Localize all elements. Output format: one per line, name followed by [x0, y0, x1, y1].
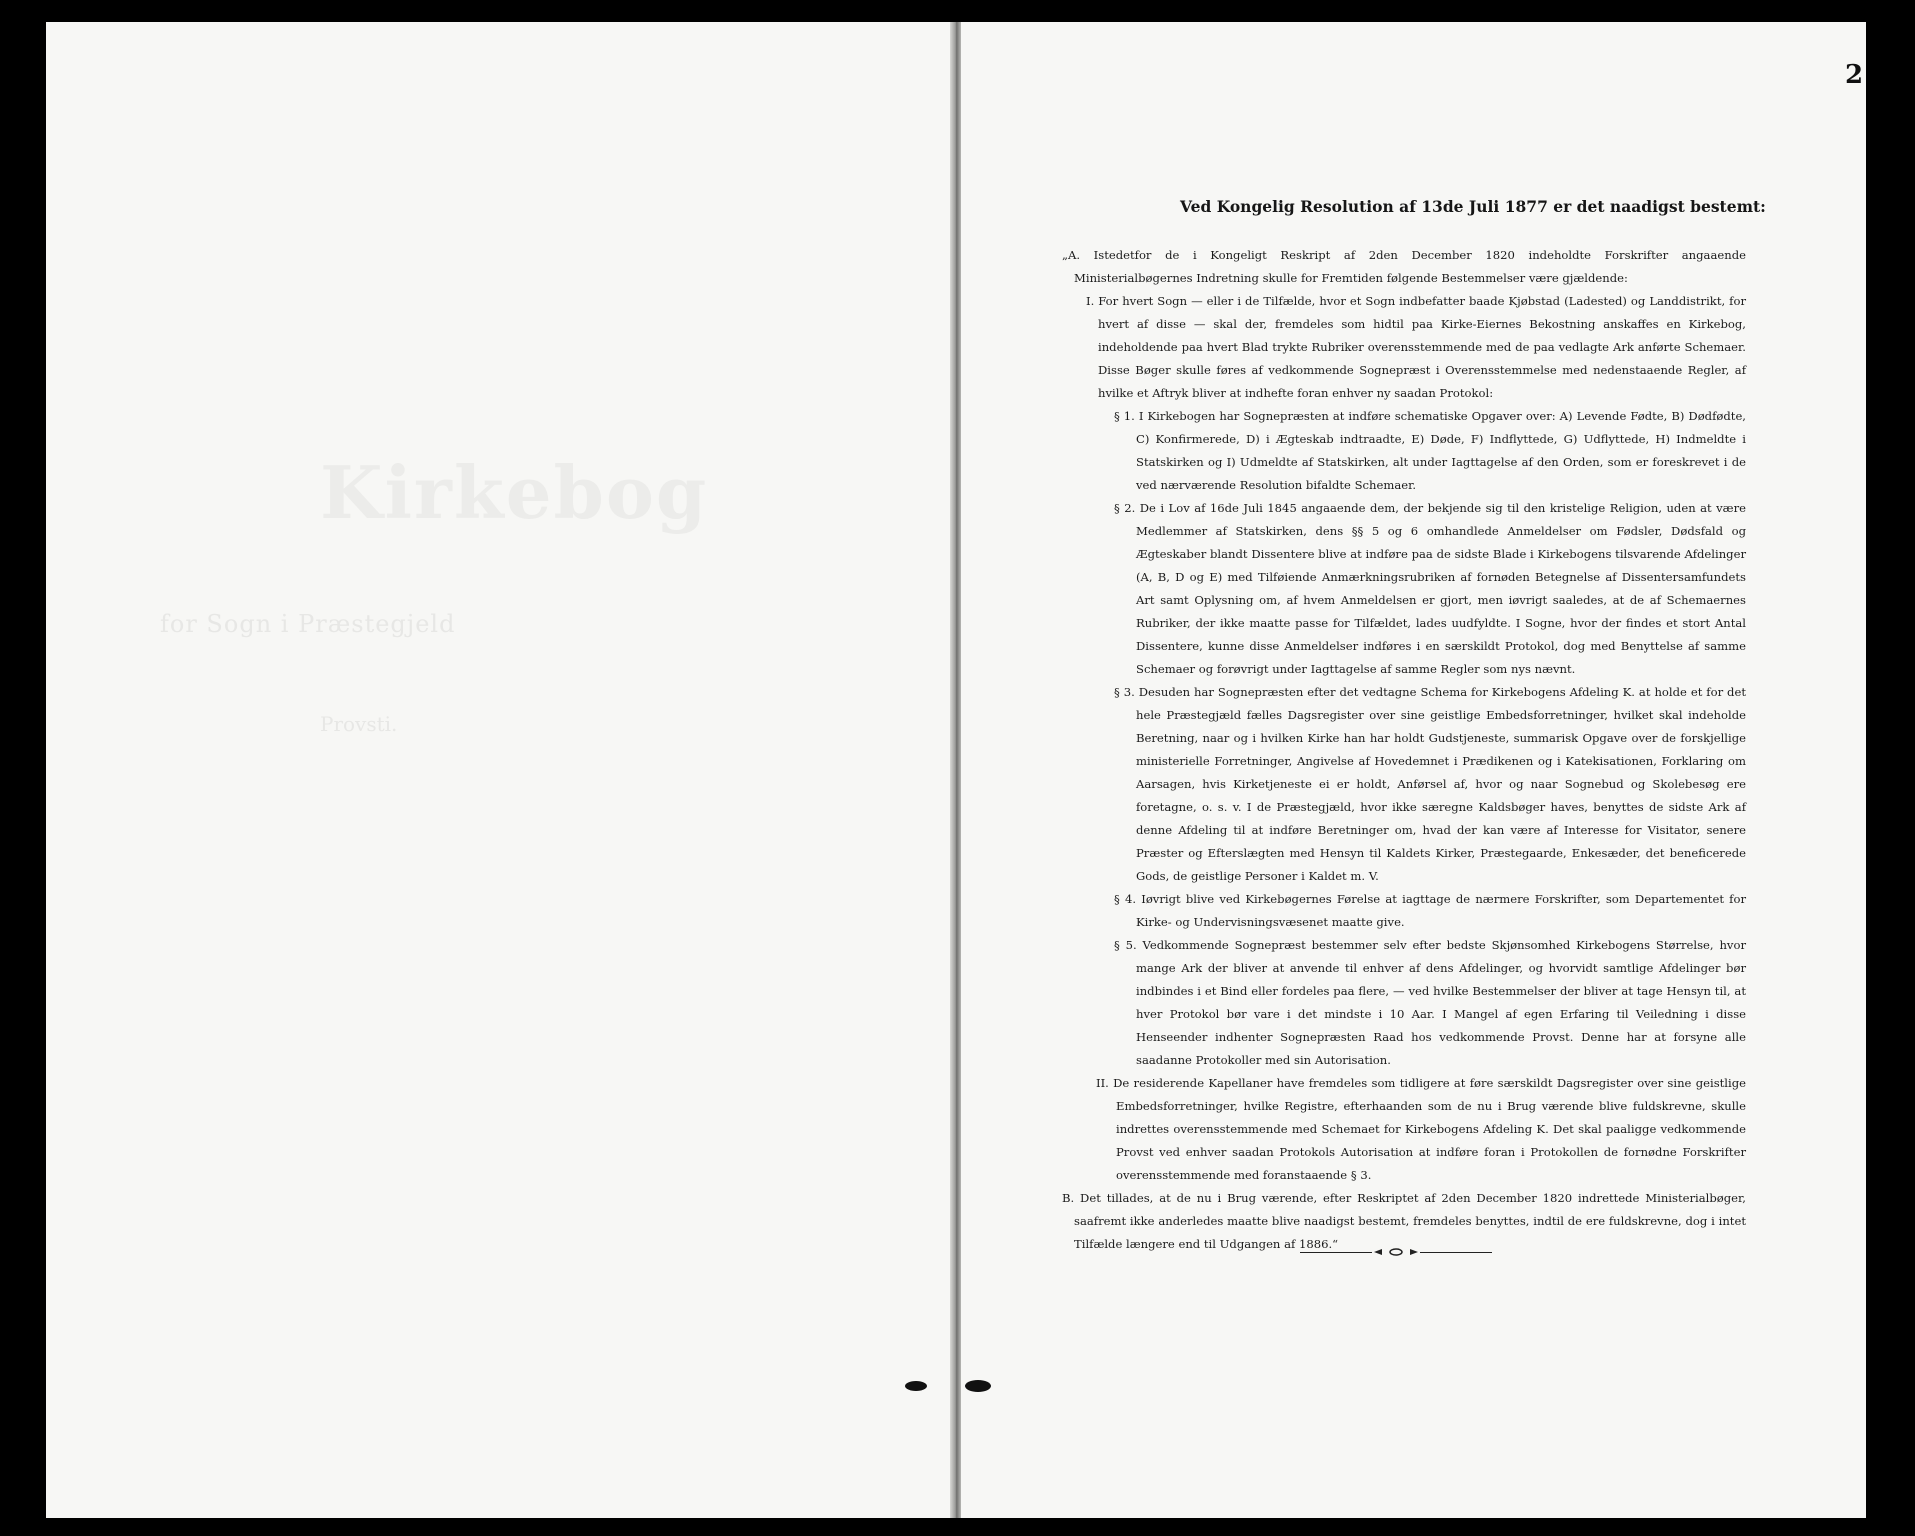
- faint-deanery-line: Provsti.: [320, 712, 398, 736]
- resolution-heading: Ved Kongelig Resolution af 13de Juli 1877 er det naadigst bestemt:: [1180, 197, 1766, 216]
- ink-smudge-left: [905, 1381, 927, 1391]
- left-page: [46, 22, 952, 1518]
- resolution-body: [1062, 244, 1746, 1256]
- faint-title: Kirkebog: [320, 450, 709, 535]
- paragraph-ii: II. De residerende Kapellaner have fremdeles som tidligere at føre særskildt Dagsregister over sine geistlige Embedsforretninger, hvilke Registre, efterhaanden som de nu i Brug værende blive fuldskrevne, skulle indrettes overensstemmende med Schemaet for Kirkebogens Afdeling K. Det skal paaligge vedkommende Provst ved enhver saadan Protokols Autorisation at indføre foran i Protokollen de fornødne Forskrifter overensstemmende med foranstaaende § 3.: [1096, 1076, 1746, 1182]
- paragraph-section-3: § 3. Desuden har Sognepræsten efter det vedtagne Schema for Kirkebogens Afdeling K. at holde et for det hele Præstegjæld fælles Dagsregister over sine geistlige Embedsforretninger, hvilket skal indeholde Beretning, naar og i hvilken Kirke han har holdt Gudstjeneste, summarisk Opgave over de forskjellige ministerielle Forretninger, Angivelse af Hovedemnet i Prædikenen og i Katekisationen, Forklaring om Aarsagen, hvis Kirketjeneste ei er holdt, Anførsel af, hvor og naar Sognebud og Skolebesøg ere foretagne, o. s. v. I de Præstegjæld, hvor ikke særegne Kaldsbøger haves, benyttes de sidste Ark af denne Afdeling til at indføre Beretninger om, hvad der kan være af Interesse for Visitator, senere Præster og Efterslægten med Hensyn til Kaldets Kirker, Præstegaarde, Enkesæder, det beneficerede Gods, de geistlige Personer i Kaldet m. V.: [1114, 685, 1746, 883]
- page-number: 2: [1845, 60, 1864, 90]
- faint-parish-line: for Sogn i Præstegjeld: [160, 610, 456, 638]
- paragraph-a: „A. Istedetfor de i Kongeligt Reskript af 2den December 1820 indeholdte Forskrifter angaaende Ministerialbøgernes Indretning skulle for Fremtiden følgende Bestemmelser være gjældende:: [1062, 248, 1746, 285]
- paragraph-section-4: § 4. Iøvrigt blive ved Kirkebøgernes Førelse at iagttage de nærmere Forskrifter, som Departementet for Kirke- og Undervisningsvæsenet maatte give.: [1114, 892, 1746, 929]
- paragraph-i: I. For hvert Sogn — eller i de Tilfælde, hvor et Sogn indbefatter baade Kjøbstad (Ladested) og Landdistrikt, for hvert af disse — skal der, fremdeles som hidtil paa Kirke-Eiernes Bekostning anskaffes en Kirkebog, indeholdende paa hvert Blad trykte Rubriker overensstemmende med de paa vedlagte Ark anførte Schemaer. Disse Bøger skulle føres af vedkommende Sognepræst i Overensstemmelse med nedenstaaende Regler, af hvilke et Aftryk bliver at indhefte foran enhver ny saadan Protokol:: [1086, 294, 1746, 400]
- decorative-rule-ornament: [1300, 1247, 1492, 1257]
- ink-smudge-right: [965, 1380, 991, 1392]
- paragraph-section-1: § 1. I Kirkebogen har Sognepræsten at indføre schematiske Opgaver over: A) Levende Fødte, B) Dødfødte, C) Konfirmerede, D) i Ægteskab indtraadte, E) Døde, F) Indflyttede, G) Udflyttede, H) Indmeldte i Statskirken og I) Udmeldte af Statskirken, alt under Iagttagelse af den Orden, som er foreskrevet i de ved nærværende Resolution bifaldte Schemaer.: [1114, 409, 1746, 492]
- paragraph-b: B. Det tillades, at de nu i Brug værende, efter Reskriptet af 2den December 1820 indrettede Ministerialbøger, saafremt ikke anderledes maatte blive naadigst bestemt, fremdeles benyttes, indtil de ere fuldskrevne, dog i intet Tilfælde længere end til Udgangen af 1886.“: [1062, 1191, 1746, 1251]
- paragraph-section-2: § 2. De i Lov af 16de Juli 1845 angaaende dem, der bekjende sig til den kristelige Religion, uden at være Medlemmer af Statskirken, dens §§ 5 og 6 omhandlede Anmeldelser om Fødsler, Dødsfald og Ægteskaber blandt Dissentere blive at indføre paa de sidste Blade i Kirkebogens tilsvarende Afdelinger (A, B, D og E) med Tilføiende Anmærkningsrubriken af fornøden Betegnelse af Dissentersamfundets Art samt Oplysning om, af hvem Anmeldelsen er gjort, men iøvrigt saaledes, at de af Schemaernes Rubriker, der ikke maatte passe for Tilfældet, lades uudfyldte. I Sogne, hvor der findes et stort Antal Dissentere, kunne disse Anmeldelser indføres i en særskildt Protokol, dog med Benyttelse af samme Schemaer og forøvrigt under Iagttagelse af samme Regler som nys nævnt.: [1114, 501, 1746, 676]
- paragraph-section-5: § 5. Vedkommende Sognepræst bestemmer selv efter bedste Skjønsomhed Kirkebogens Størrelse, hvor mange Ark der bliver at anvende til enhver af dens Afdelinger, og hvorvidt samtlige Afdelinger bør indbindes i et Bind eller fordeles paa flere, — ved hvilke Bestemmelser der bliver at tage Hensyn til, at hver Protokol bør vare i det mindste i 10 Aar. I Mangel af egen Erfaring til Veiledning i disse Henseender indhenter Sognepræsten Raad hos vedkommende Provst. Denne har at forsyne alle saadanne Protokoller med sin Autorisation.: [1114, 938, 1746, 1067]
